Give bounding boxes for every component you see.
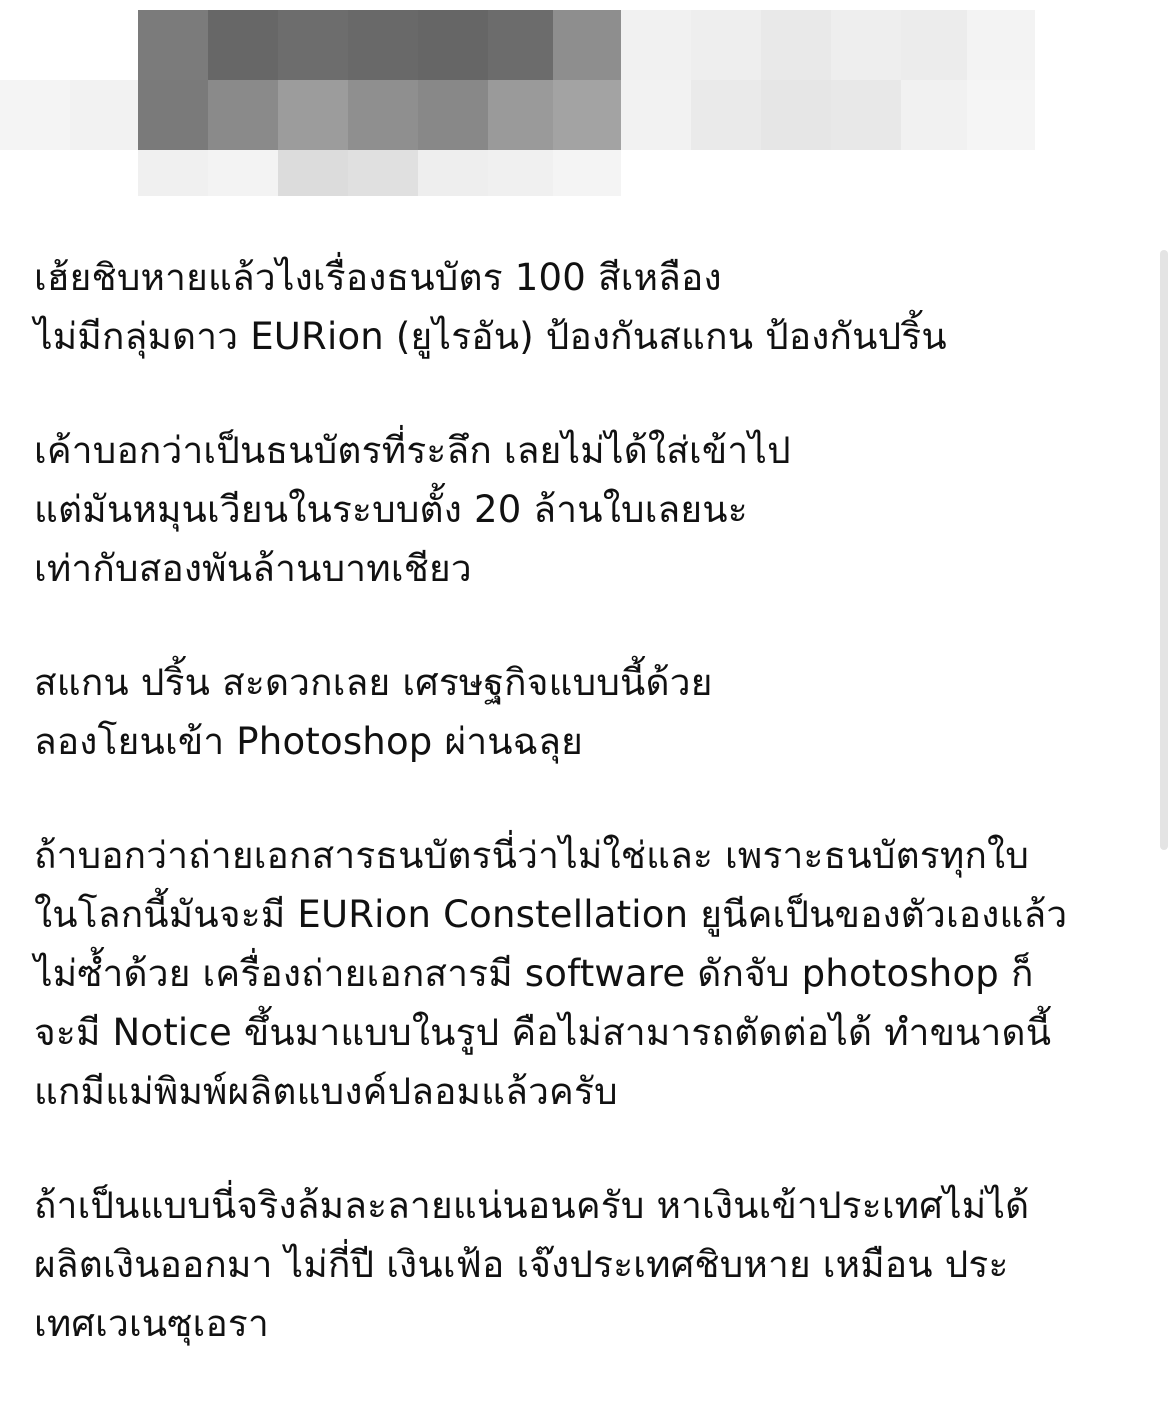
post-line: เฮ้ยชิบหายแล้วไงเรื่องธนบัตร 100 สีเหลือง	[34, 256, 722, 299]
pixel-block	[621, 80, 691, 150]
pixel-block	[831, 80, 901, 150]
pixel-block	[0, 80, 70, 150]
post-line: เทศเวเนซุเอรา	[34, 1302, 269, 1345]
post-line: จะมี Notice ขึ้นมาแบบในรูป คือไม่สามารถตัดต่อได้ ทำขนาดนี้	[34, 1011, 1052, 1054]
pixel-block	[348, 80, 418, 150]
post-line: ลองโยนเข้า Photoshop ผ่านฉลุย	[34, 720, 583, 763]
post-line: ถ้าบอกว่าถ่ายเอกสารธนบัตรนี่ว่าไม่ใช่และ เพราะธนบัตรทุกใบ	[34, 834, 1030, 877]
pixel-block	[967, 10, 1035, 80]
post-line: ไม่ซ้ำด้วย เครื่องถ่ายเอกสารมี software ดักจับ photoshop ก็	[34, 952, 1034, 995]
pixel-block	[418, 10, 488, 80]
pixel-block	[278, 80, 348, 150]
post-paragraph-4	[34, 826, 1144, 1121]
post-line: ในโลกนี้มันจะมี EURion Constellation ยูนีคเป็นของตัวเองแล้ว	[34, 893, 1068, 936]
pixel-block	[278, 10, 348, 80]
pixel-block	[208, 150, 278, 196]
censored-header	[0, 0, 1171, 200]
pixel-block	[691, 10, 761, 80]
pixel-block	[553, 80, 621, 150]
post-line: สแกน ปริ้น สะดวกเลย เศรษฐกิจแบบนี้ด้วย	[34, 661, 713, 704]
post-line: ไม่มีกลุ่มดาว EURion (ยูไรอัน) ป้องกันสแกน ป้องกันปริ้น	[34, 315, 947, 358]
pixel-block	[138, 80, 208, 150]
pixel-block	[278, 150, 348, 196]
post-line: เท่ากับสองพันล้านบาทเชียว	[34, 547, 472, 590]
pixel-block	[901, 80, 967, 150]
pixel-block	[901, 10, 967, 80]
post-paragraph-2	[34, 421, 1144, 598]
pixel-block	[761, 80, 831, 150]
pixel-block	[70, 80, 138, 150]
post-paragraph-3	[34, 653, 1144, 771]
pixel-block	[138, 10, 208, 80]
post-line: แกมีแม่พิมพ์ผลิตแบงค์ปลอมแล้วครับ	[34, 1070, 618, 1113]
pixel-block	[621, 10, 691, 80]
pixel-block	[761, 10, 831, 80]
post-paragraph-5	[34, 1176, 1144, 1353]
pixel-block	[553, 150, 621, 196]
pixel-block	[208, 10, 278, 80]
pixel-block	[208, 80, 278, 150]
scrollbar[interactable]	[1160, 250, 1168, 850]
pixel-block	[967, 80, 1035, 150]
pixel-block	[488, 10, 553, 80]
pixel-block	[691, 80, 761, 150]
pixel-block	[418, 150, 488, 196]
pixel-block	[488, 150, 553, 196]
pixel-block	[831, 10, 901, 80]
post-body	[34, 248, 1144, 1408]
post-paragraph-1	[34, 248, 1144, 366]
pixel-block	[418, 80, 488, 150]
pixel-block	[488, 80, 553, 150]
post-line: ถ้าเป็นแบบนี่จริงล้มละลายแน่นอนครับ หาเงินเข้าประเทศไม่ได้	[34, 1184, 1030, 1227]
pixel-block	[348, 150, 418, 196]
pixel-block	[553, 10, 621, 80]
pixel-block	[348, 10, 418, 80]
post-line: ผลิตเงินออกมา ไม่กี่ปี เงินเฟ้อ เจ๊งประเทศชิบหาย เหมือน ประ	[34, 1243, 1009, 1286]
post-line: แต่มันหมุนเวียนในระบบตั้ง 20 ล้านใบเลยนะ	[34, 488, 748, 531]
pixel-block	[138, 150, 208, 196]
post-line: เค้าบอกว่าเป็นธนบัตรที่ระลึก เลยไม่ได้ใส่เข้าไป	[34, 429, 791, 472]
